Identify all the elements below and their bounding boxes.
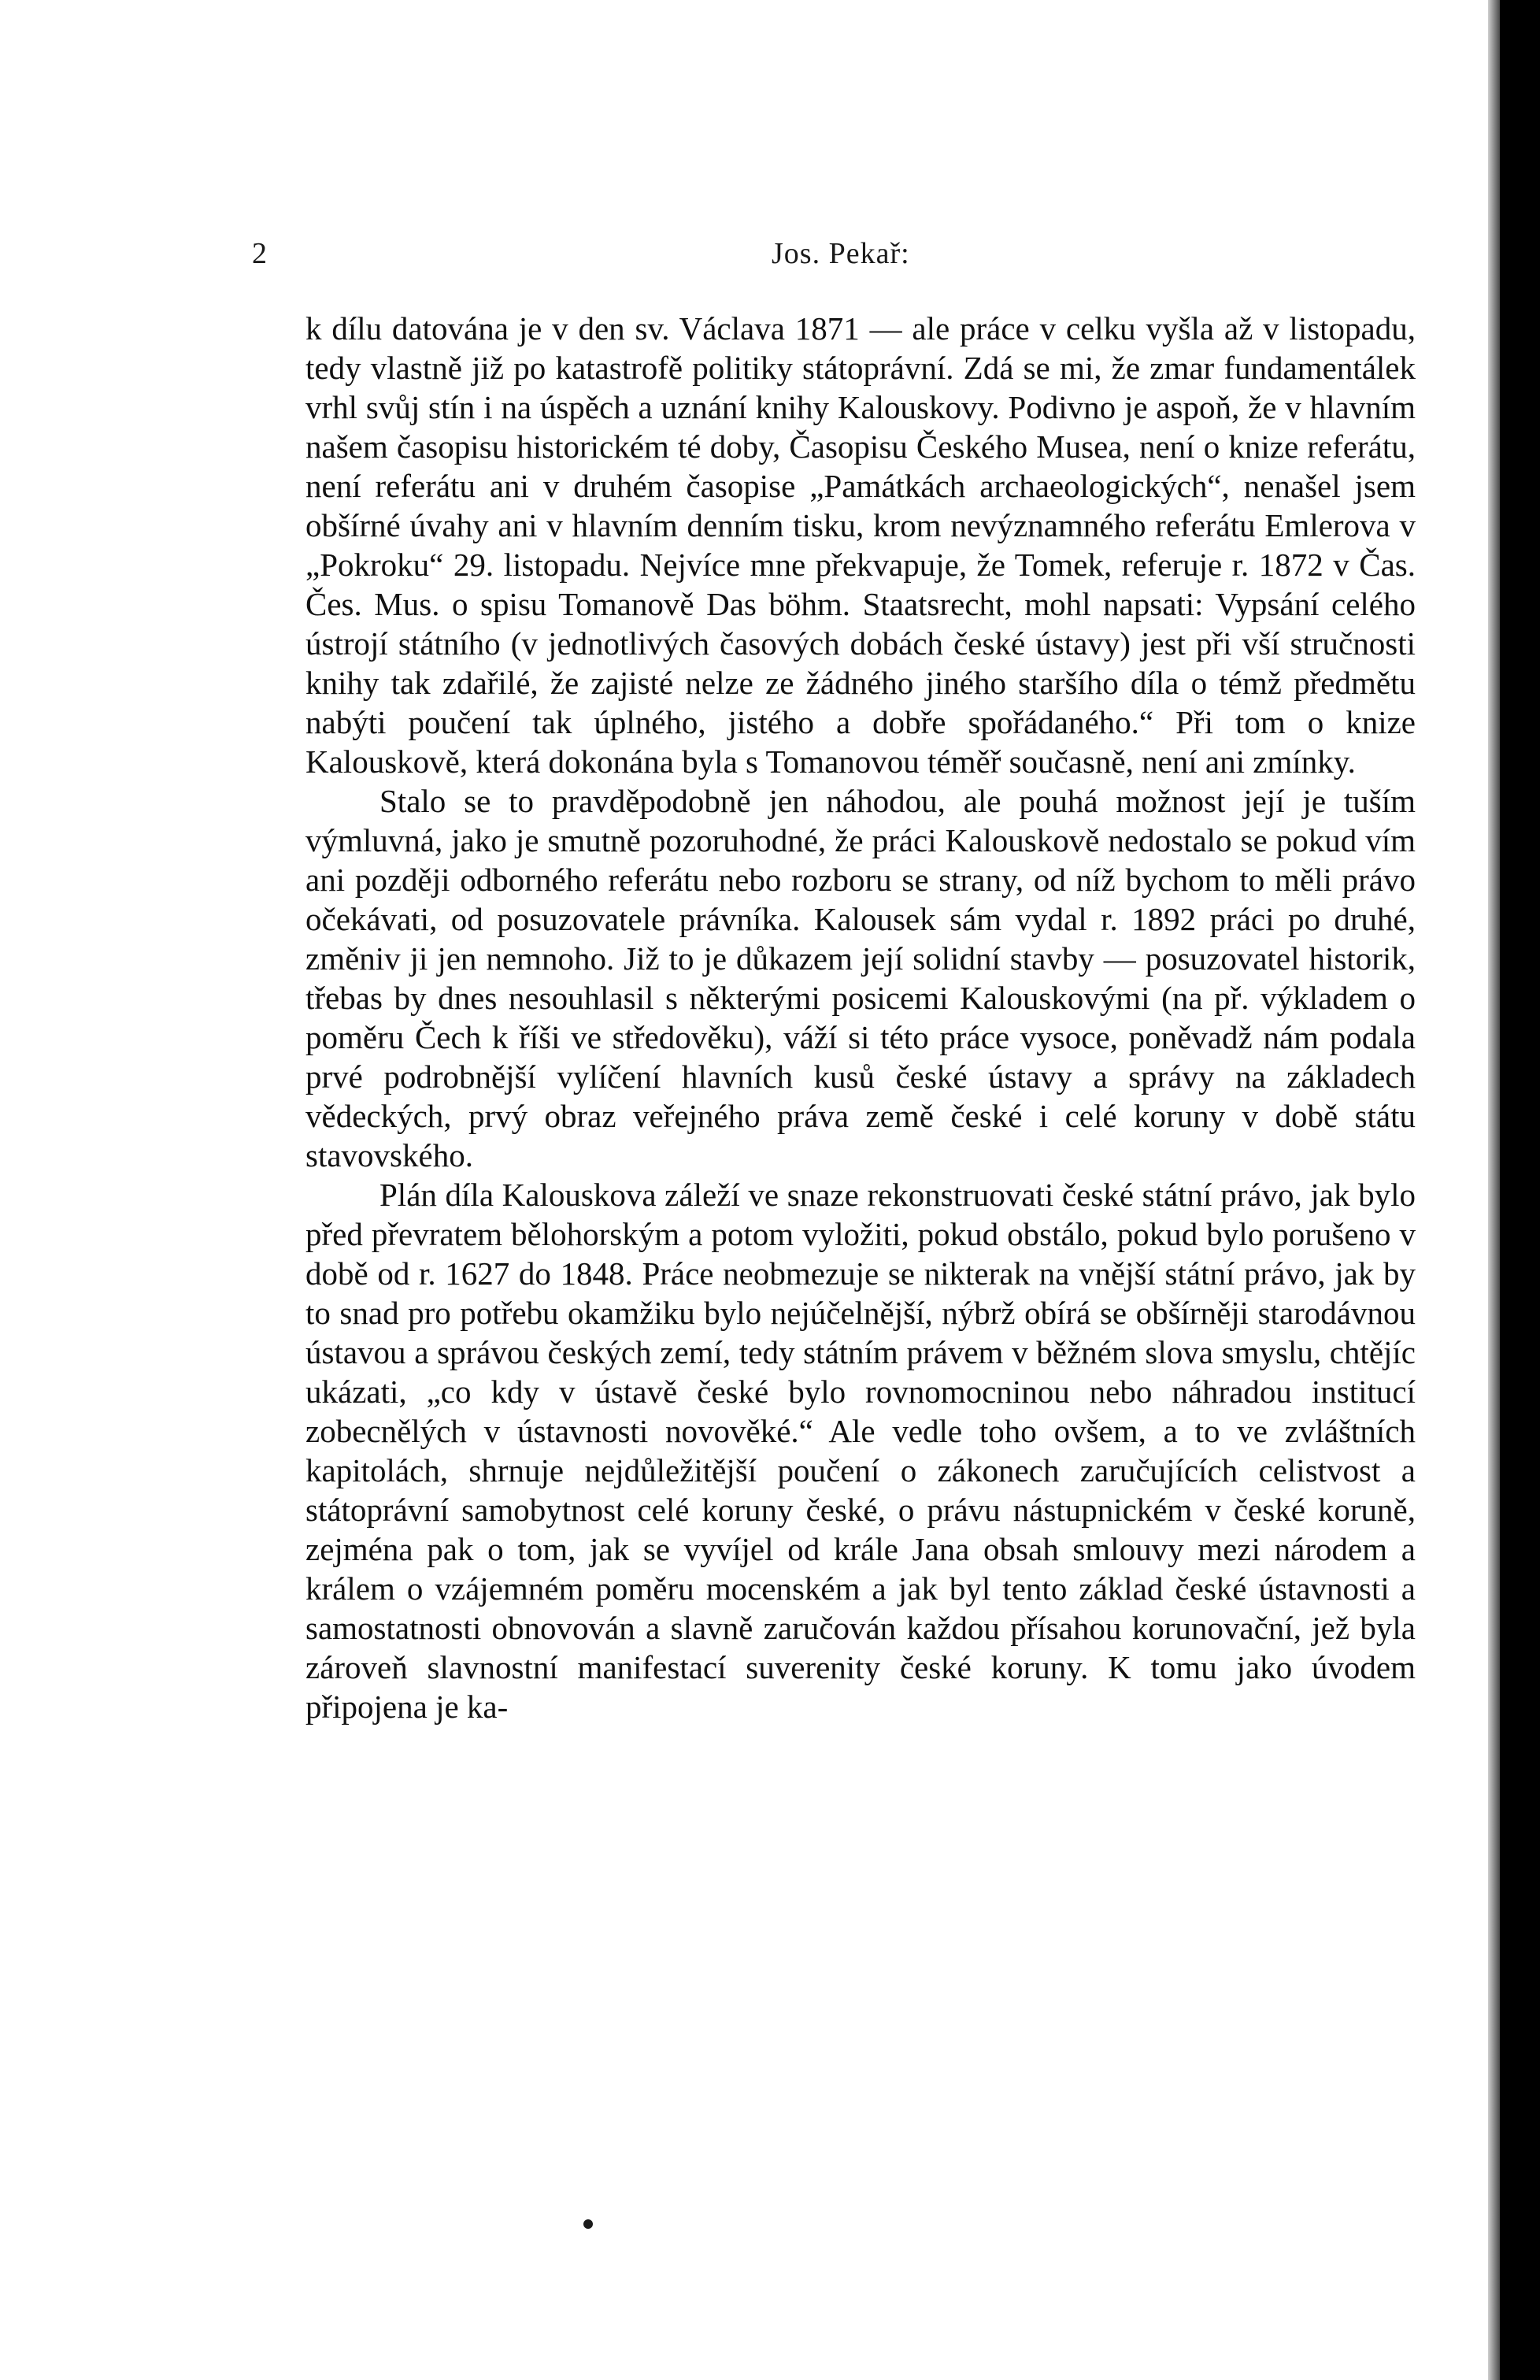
paragraph-1: k dílu datována je v den sv. Václava 1871 — ale práce v celku vyšla až v listopadu, tedy vlastně již po katastrofě politiky státoprávní. Zdá se mi, že zmar fundamentálek vrhl svůj stín i na úspěch a uznání knihy Kalouskovy. Podivno je aspoň, že v hlavním našem časopisu historickém té doby, Časopisu Českého Musea, není o knize referátu, není referátu ani v druhém časopise „Památkách archaeologických“, nenašel jsem obšírné úvahy ani v hlavním denním tisku, krom nevýznamného referátu Emlerova v „Pokroku“ 29. listopadu. Nejvíce mne překvapuje, že Tomek, referuje r. 1872 v Čas. Čes. Mus. o spisu Tomanově Das böhm. Staatsrecht, mohl napsati: Vypsání celého ústrojí státního (v jednotlivých časových dobách české ústavy) jest při vší stručnosti knihy tak zdařilé, že zajisté nelze ze žádného jiného staršího díla o témž předmětu nabýti poučení tak úplného, jistého a dobře spořádaného.“ Při tom o knize Kalouskově, která dokonána byla s Tomanovou téměř současně, není ani zmínky. [305, 310, 1416, 780]
paragraph-2: Stalo se to pravděpodobně jen náhodou, ale pouhá možnost její je tuším výmluvná, jako je smutně pozoruhodné, že práci Kalouskově nedostalo se pokud vím ani později odborného referátu nebo rozboru se strany, od níž bychom to měli právo očekávati, od posuzovatele právníka. Kalousek sám vydal r. 1892 práci po druhé, změniv ji jen nemnoho. Již to je důkazem její solidní stavby — posuzovatel historik, třebas by dnes nesouhlasil s některými posicemi Kalouskovými (na př. výkladem o poměru Čech k říši ve středověku), váží si této práce vysoce, poněvadž nám podala prvé podrobnější vylíčení hlavních kusů české ústavy a správy na základech vědeckých, prvý obraz veřejného práva země české i celé koruny v době státu stavovského. [305, 783, 1416, 1173]
page-header [252, 236, 1409, 284]
page-number: 2 [252, 237, 267, 270]
running-head: Jos. Pekař: [772, 237, 910, 270]
body-text [305, 309, 1416, 1726]
ink-dot [583, 2219, 593, 2229]
paragraph-3: Plán díla Kalouskova záleží ve snaze rekonstruovati české státní právo, jak bylo před převratem bělohorským a potom vyložiti, pokud obstálo, pokud bylo porušeno v době od r. 1627 do 1848. Práce neobmezuje se nikterak na vnější státní právo, jak by to snad pro potřebu okamžiku bylo nejúčelnější, nýbrž obírá se obšírněji starodávnou ústavou a správou českých zemí, tedy státním právem v běžném slova smyslu, chtějíc ukázati, „co kdy v ústavě české bylo rovnomocninou nebo náhradou institucí zobecnělých v ústavnosti novověké.“ Ale vedle toho ovšem, a to ve zvláštních kapitolách, shrnuje nejdůležitější poučení o zákonech zaručujících celistvost a státoprávní samobytnost celé koruny české, o právu nástupnickém v české koruně, zejména pak o tom, jak se vyvíjel od krále Jana obsah smlouvy mezi národem a králem o vzájemném poměru mocenském a jak byl tento základ české ústavnosti a samostatnosti obnovován a slavně zaručován každou přísahou korunovační, jež byla zároveň slavnostní manifestací suverenity české koruny. K tomu jako úvodem připojena je ka- [305, 1177, 1416, 1725]
page-edge-shadow [1488, 0, 1500, 2380]
